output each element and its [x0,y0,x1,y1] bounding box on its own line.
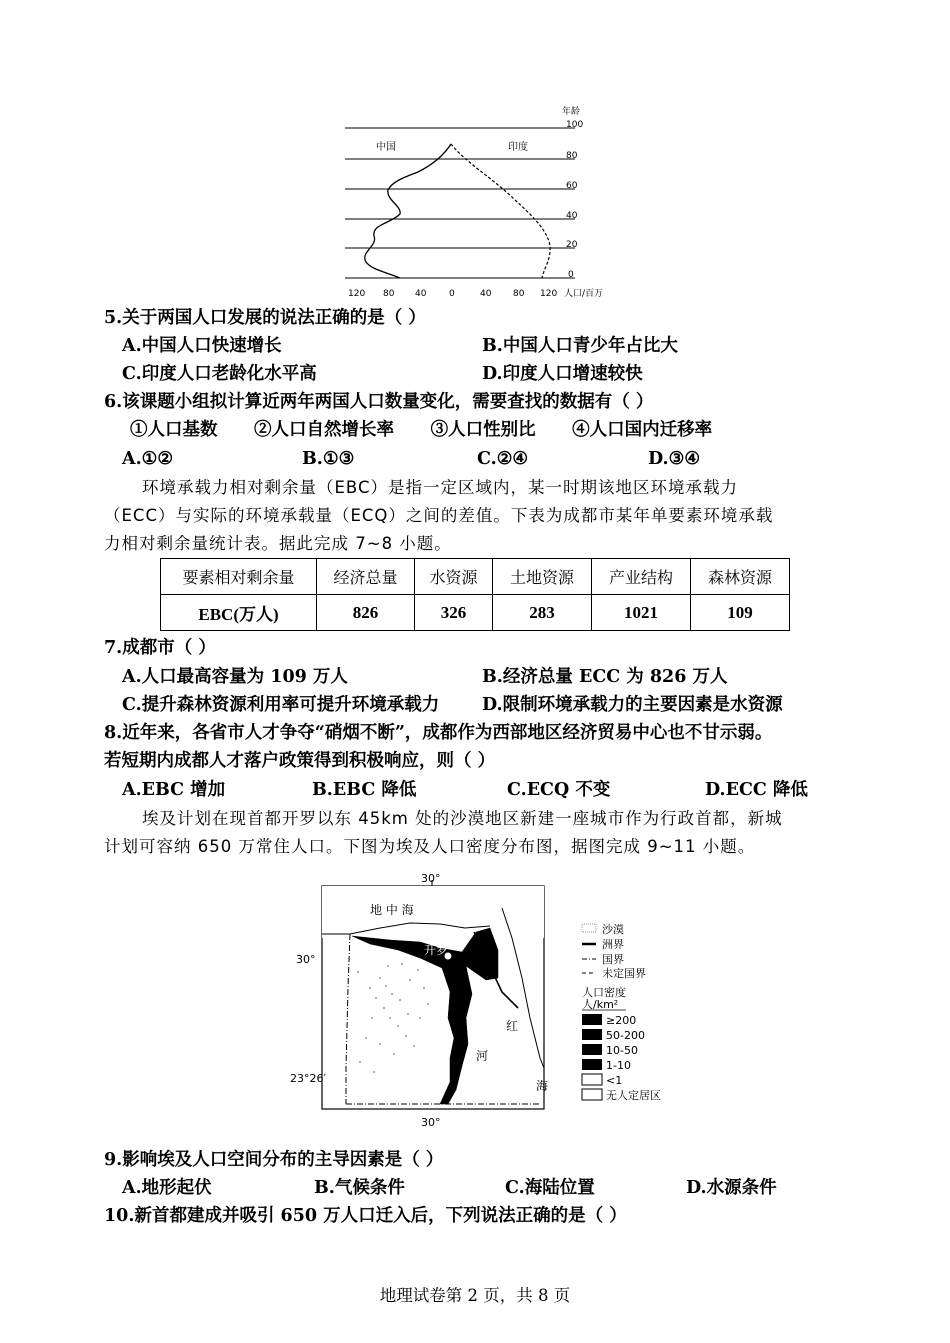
passage-ebc-line3: 力相对剩余量统计表。据此完成 7~8 小题。 [104,534,452,553]
table-header: 土地资源 [493,559,592,595]
passage-egypt-line1: 埃及计划在现首都开罗以东 45km 处的沙漠地区新建一座城市作为行政首都，新城 [142,809,783,828]
mediterranean-label: 地 中 海 [370,903,414,917]
legend-continent-boundary: 洲界 [602,938,624,951]
table-header: 要素相对剩余量 [161,559,317,595]
china-series-line [365,144,451,278]
population-pyramid-chart [330,100,620,305]
legend-desert: 沙漠 [602,923,624,936]
x-tick: 80 [383,289,395,299]
nile-label: 尼 [450,1005,463,1019]
question-5: 5.关于两国人口发展的说法正确的是（ ） [104,308,426,328]
table-header: 森林资源 [691,559,790,595]
table-cell: 1021 [592,595,691,631]
option-7a: A.人口最高容量为 109 万人 [122,667,348,687]
x-tick: 80 [513,289,525,299]
nile-label: 罗 [456,1019,469,1033]
legend-density-1: ≥200 [606,1014,637,1027]
option-9c: C.海陆位置 [505,1178,595,1198]
y-tick: 20 [566,240,578,250]
x-axis-label: 人口/百万 [564,289,604,299]
table-header: 经济总量 [317,559,415,595]
longitude-top: 30° [421,872,441,885]
x-tick: 40 [480,289,492,299]
passage-egypt-line2: 计划可容纳 650 万常住人口。下图为埃及人口密度分布图，据图完成 9~11 小题。 [104,837,756,856]
legend-density-unit: 人/km² [582,998,619,1011]
question-6: 6.该课题小组拟计算近两年两国人口数量变化，需要查找的数据有（ ） [104,392,654,412]
option-9b: B.气候条件 [314,1178,405,1198]
y-tick: 40 [566,211,578,221]
table-cell: 826 [317,595,415,631]
option-5a: A.中国人口快速增长 [122,336,282,356]
y-tick: 100 [566,120,584,130]
option-8d: D.ECC 降低 [705,780,808,800]
table-header: 产业结构 [592,559,691,595]
legend-density-title: 人口密度 [582,986,626,999]
red-sea-label: 红 [506,1019,519,1033]
india-label: 印度 [508,142,528,153]
legend-undetermined-boundary: 未定国界 [602,967,646,980]
option-6d: D.③④ [648,449,701,469]
option-7c: C.提升森林资源利用率可提升环境承载力 [122,695,440,715]
question-10: 10.新首都建成并吸引 650 万人口迁入后，下列说法正确的是（ ） [104,1206,627,1226]
legend-density-5: <1 [606,1074,623,1087]
nile-label: 河 [476,1049,489,1063]
passage-ebc-line2: （ECC）与实际的环境承载量（ECQ）之间的差值。下表为成都市某年单要素环境承载 [104,506,774,525]
question-8-line1: 8.近年来，各省市人才争夺“硝烟不断”，成都作为西部地区经济贸易中心也不甘示弱。 [104,723,773,743]
option-8c: C.ECQ 不变 [507,780,611,800]
question-7: 7.成都市（ ） [104,638,216,658]
page-footer: 地理试卷第 2 页，共 8 页 [379,1286,571,1305]
table-cell: 109 [691,595,790,631]
x-tick: 120 [540,289,558,299]
legend-density-4: 1-10 [606,1059,631,1072]
passage-ebc-line1: 环境承载力相对剩余量（EBC）是指一定区域内，某一时期该地区环境承载力 [142,478,738,497]
table-cell: 326 [415,595,493,631]
india-series-line [451,144,550,278]
ebc-table [160,558,790,631]
table-row-label: EBC(万人) [161,595,317,631]
y-tick: 0 [568,270,574,280]
option-6b: B.①③ [302,449,355,469]
y-tick: 60 [566,181,578,191]
option-8a: A.EBC 增加 [122,780,226,800]
cairo-label: 开罗 [424,943,449,957]
table-header: 水资源 [415,559,493,595]
option-7b: B.经济总量 ECC 为 826 万人 [482,667,728,687]
egypt-population-density-map [290,868,680,1130]
option-5c: C.印度人口老龄化水平高 [122,364,317,384]
legend-density-6: 无人定居区 [606,1089,661,1102]
question-8-line2: 若短期内成都人才落户政策得到积极响应，则（ ） [104,751,496,771]
option-9a: A.地形起伏 [122,1178,212,1198]
table-cell: 283 [493,595,592,631]
red-sea-label: 海 [536,1079,549,1093]
map-legend [582,922,661,1102]
x-tick: 0 [449,289,455,299]
legend-density-3: 10-50 [606,1044,638,1057]
legend-density-2: 50-200 [606,1029,645,1042]
option-6c: C.②④ [477,449,529,469]
longitude-bottom: 30° [421,1116,441,1129]
x-tick: 120 [348,289,366,299]
option-5d: D.印度人口增速较快 [482,364,643,384]
option-7d: D.限制环境承载力的主要因素是水资源 [482,695,783,715]
y-tick: 80 [566,151,578,161]
latitude-2326: 23°26′ [290,1072,326,1085]
option-9d: D.水源条件 [686,1178,777,1198]
option-5b: B.中国人口青少年占比大 [482,336,678,356]
x-tick: 40 [415,289,427,299]
latitude-30: 30° [296,953,316,966]
option-8b: B.EBC 降低 [312,780,417,800]
question-9: 9.影响埃及人口空间分布的主导因素是（ ） [104,1150,444,1170]
legend-national-boundary: 国界 [602,953,624,966]
china-label: 中国 [376,142,396,153]
question-6-items: ①人口基数 ②人口自然增长率 ③人口性别比 ④人口国内迁移率 [130,420,713,440]
y-axis-label: 年龄 [562,107,581,117]
option-6a: A.①② [122,449,174,469]
